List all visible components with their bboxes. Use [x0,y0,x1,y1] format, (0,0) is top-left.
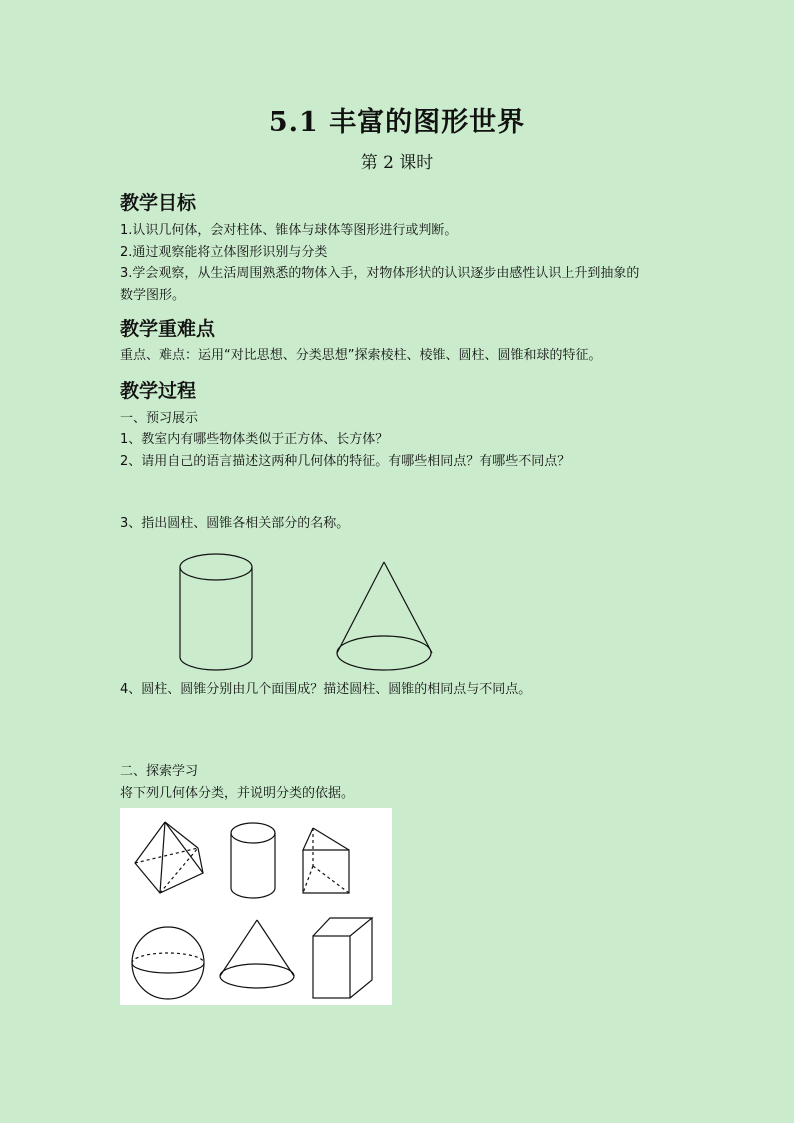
question-4: 4、圆柱、圆锥分别由几个面围成？描述圆柱、圆锥的相同点与不同点。 [120,682,532,697]
section1-title: 一、预习展示 [120,411,199,426]
triangular-prism-shape [303,828,349,893]
sphere-shape [132,927,204,999]
question-2: 2、请用自己的语言描述这两种几何体的特征。有哪些相同点？有哪些不同点？ [120,454,571,469]
page-subtitle: 第 2 课时 [360,153,434,173]
process-heading: 教学过程 [120,380,197,402]
cylinder-cone-figure [170,550,445,675]
key-points-text: 重点、难点：运用“对比思想、分类思想”探索棱柱、棱锥、圆柱、圆锥和球的特征。 [120,348,602,363]
small-cylinder-shape [231,823,275,898]
cone-base-ellipse [337,636,431,670]
section2-title: 二、探索学习 [120,764,199,779]
small-cone-shape [220,920,294,988]
key-points-heading: 教学重难点 [120,318,216,340]
cuboid-shape [313,918,372,998]
cylinder-top-ellipse [180,554,252,580]
task-instruction: 将下列几何体分类，并说明分类的依据。 [120,786,355,801]
question-1: 1、教室内有哪些物体类似于正方体、长方体？ [120,432,389,447]
objectives-heading: 教学目标 [120,192,197,214]
objective-item-3-continued: 数学图形。 [120,288,186,303]
objective-item-1: 1.认识几何体，会对柱体、锥体与球体等图形进行或判断。 [120,223,458,238]
solids-figure-box [120,808,392,1005]
objective-item-2: 2.通过观察能将立体图形识别与分类 [120,245,328,260]
question-3: 3、指出圆柱、圆锥各相关部分的名称。 [120,516,350,531]
pyramid-shape [135,822,203,893]
objective-item-3: 3.学会观察，从生活周围熟悉的物体入手，对物体形状的认识逐步由感性认识上升到抽象的 [120,266,640,281]
solids-figure [120,808,392,1005]
page-title: 5.1 丰富的图形世界 [268,107,526,138]
